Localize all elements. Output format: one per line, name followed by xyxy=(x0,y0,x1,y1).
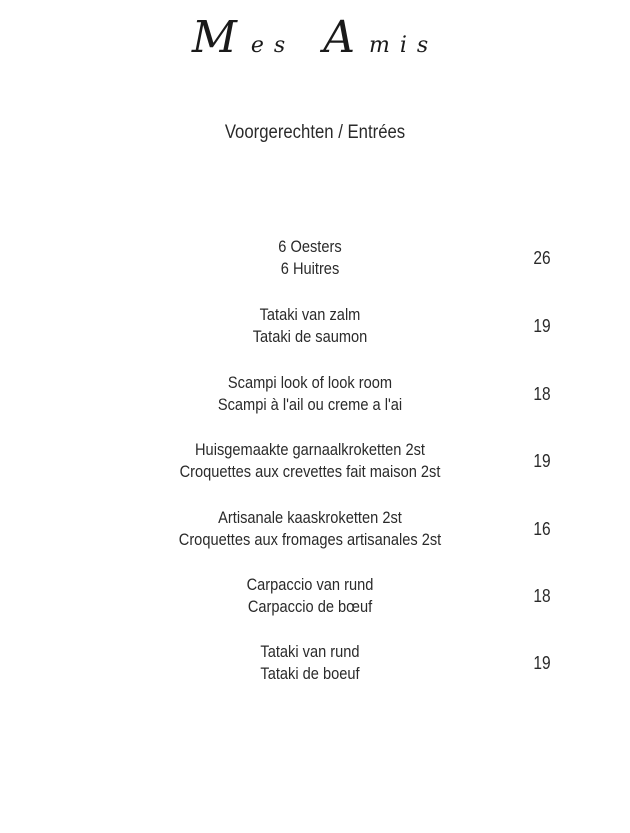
item-names xyxy=(129,507,490,551)
section-title: Voorgerechten / Entrées xyxy=(224,122,406,143)
item-name-fr: Croquettes aux crevettes fait maison 2st xyxy=(179,462,441,481)
item-price: 16 xyxy=(533,519,551,539)
menu-item xyxy=(0,574,630,620)
item-name-fr: Tataki de saumon xyxy=(252,327,368,346)
item-names xyxy=(129,304,490,348)
item-price: 18 xyxy=(533,384,551,404)
menu-item xyxy=(0,236,630,282)
item-name-fr: Carpaccio de bœuf xyxy=(247,597,373,616)
item-price: 26 xyxy=(533,248,551,268)
item-name-nl: Scampi look of look room xyxy=(227,373,393,392)
item-name-nl: Tataki van rund xyxy=(260,642,360,661)
item-names xyxy=(129,372,490,416)
item-price: 19 xyxy=(533,316,551,336)
logo-letters-mis: mis xyxy=(368,33,439,58)
item-name-nl: 6 Oesters xyxy=(278,237,342,256)
item-name-fr: 6 Huitres xyxy=(280,259,340,278)
item-name-nl: Artisanale kaaskroketten 2st xyxy=(218,508,402,527)
item-name-fr: Tataki de boeuf xyxy=(260,664,360,683)
item-name-fr: Croquettes aux fromages artisanales 2st xyxy=(178,530,442,549)
logo-letter-m: M xyxy=(191,12,251,63)
item-name-fr: Scampi à l'ail ou creme a l'ai xyxy=(217,395,403,414)
item-names xyxy=(129,574,490,618)
logo-letters-es: es xyxy=(250,33,296,58)
item-names xyxy=(129,641,490,685)
item-names xyxy=(129,236,490,280)
item-name-nl: Carpaccio van rund xyxy=(246,575,374,594)
menu-item xyxy=(0,439,630,485)
item-name-nl: Huisgemaakte garnaalkroketten 2st xyxy=(195,440,425,459)
logo-letter-a: A xyxy=(323,12,369,63)
item-name-nl: Tataki van zalm xyxy=(259,305,361,324)
menu-item xyxy=(0,304,630,350)
item-names xyxy=(129,439,490,483)
menu-item xyxy=(0,507,630,553)
restaurant-logo xyxy=(0,12,630,63)
item-price: 18 xyxy=(533,586,551,606)
item-price: 19 xyxy=(533,653,551,673)
item-price: 19 xyxy=(533,451,551,471)
menu-item xyxy=(0,372,630,418)
menu-item xyxy=(0,641,630,687)
